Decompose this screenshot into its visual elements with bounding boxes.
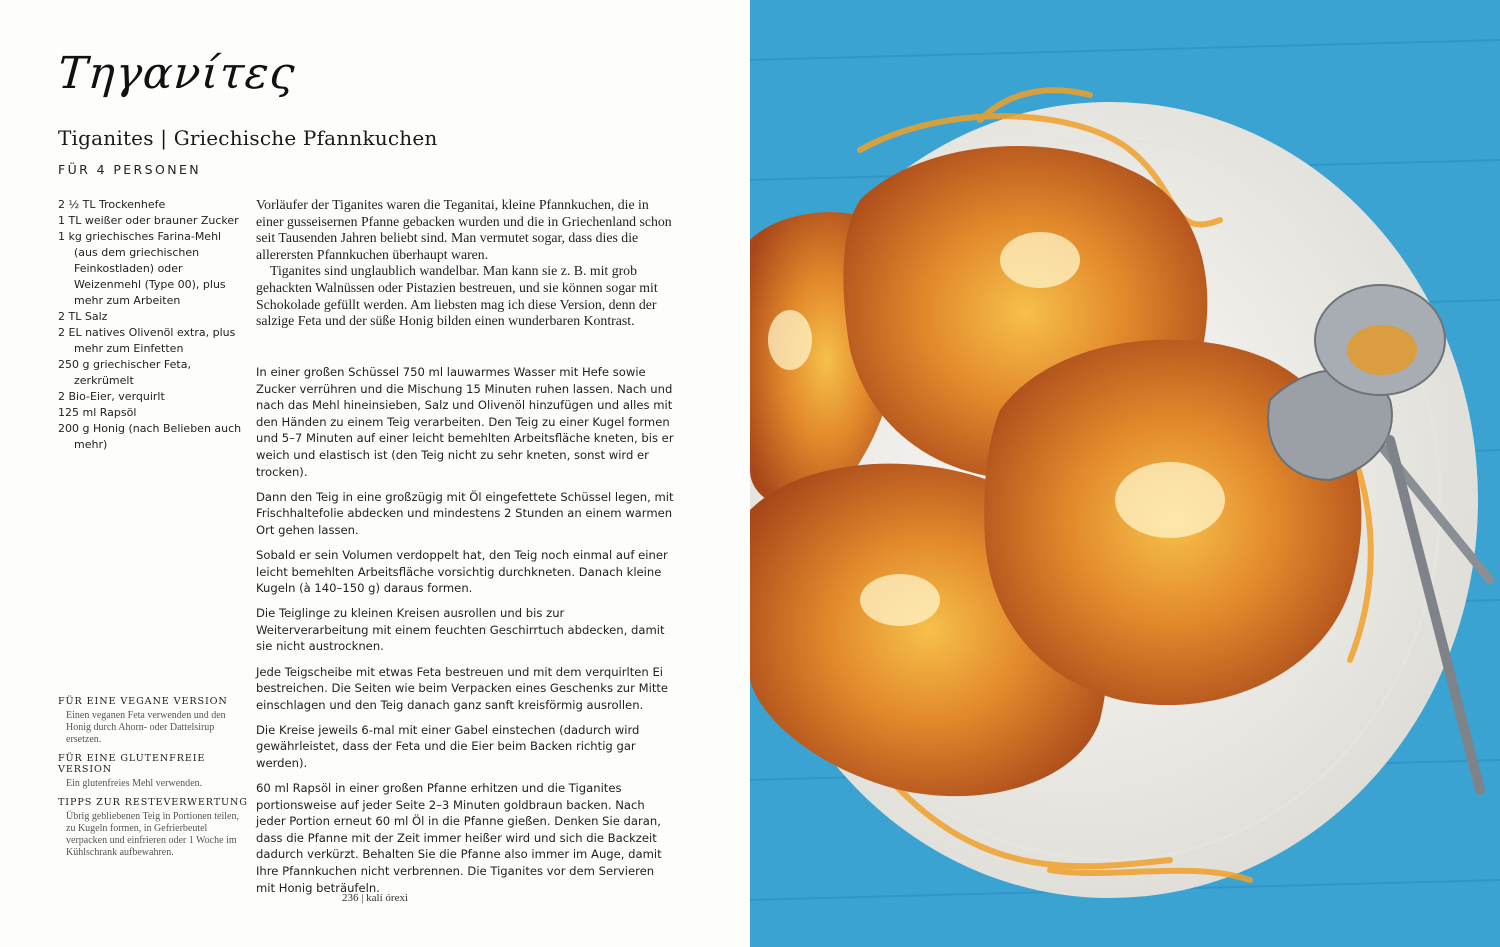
note-vegan bbox=[58, 696, 248, 746]
ingredient-item: 1 TL weißer oder brauner Zucker bbox=[58, 214, 239, 227]
method-step: Die Teiglinge zu kleinen Kreisen ausrollen und bis zur Weiterverarbeitung mit einem feuchten Geschirrtuch abdecken, damit sie nicht austrocknen. bbox=[256, 606, 665, 654]
note-title: TIPPS ZUR RESTEVERWERTUNG bbox=[58, 797, 248, 808]
ingredient-item: 2 Bio-Eier, verquirlt bbox=[58, 390, 165, 403]
recipe-subtitle: Tiganites | Griechische Pfannkuchen bbox=[58, 126, 438, 150]
note-leftovers bbox=[58, 797, 248, 859]
greek-title: Τηγανίτες bbox=[56, 48, 298, 99]
note-title: FÜR EINE GLUTENFREIE VERSION bbox=[58, 753, 206, 775]
food-photo bbox=[750, 0, 1500, 947]
note-title: FÜR EINE VEGANE VERSION bbox=[58, 696, 228, 707]
ingredient-item: 2 TL Salz bbox=[58, 310, 108, 323]
method-step: In einer großen Schüssel 750 ml lauwarmes Wasser mit Hefe sowie Zucker verrühren und die Mischung 15 Minuten ruhen lassen. Nach und nach das Mehl hineinsieben, Salz und Olivenöl hinzufügen und alles mit den Händen zu einem Teig verarbeiten. Den Teig zu einer Kugel formen und 5–7 Minuten auf einer leicht bemehlten Arbeitsfläche kneten, bis er weich und elastisch ist (den Teig nicht zu sehr kneten, sonst wird er trocken). bbox=[256, 365, 674, 479]
ingredient-item: 1 kg griechisches Farina-Mehl (aus dem griechischen Feinkostladen) oder Weizenmehl (Type 00), plus mehr zum Arbeiten bbox=[58, 230, 226, 307]
method-steps bbox=[256, 364, 676, 905]
servings-label: FÜR 4 PERSONEN bbox=[58, 162, 202, 177]
ingredient-item: 200 g Honig (nach Belieben auch mehr) bbox=[58, 422, 242, 451]
method-step: Jede Teigscheibe mit etwas Feta bestreuen und mit dem verquirlten Ei bestreichen. Die Seiten wie beim Verpacken eines Geschenks zur Mitte einschlagen und den Teig danach ganz sanft kreisförmig ausrollen. bbox=[256, 664, 669, 712]
ingredient-list bbox=[58, 197, 243, 453]
intro-text bbox=[256, 197, 676, 330]
intro-paragraph: Vorläufer der Tiganites waren die Teganitai, kleine Pfannkuchen, die in einer gusseisernen Pfanne gebacken wurden und die in Griechenland schon seit Tausenden Jahren beliebt sind. Man vermutet sogar, dass dies die allerersten Pfannkuchen überhaupt waren. bbox=[256, 197, 672, 262]
recipe-notes bbox=[58, 696, 248, 866]
pancakes-illustration bbox=[750, 0, 1500, 947]
note-text: Einen veganen Feta verwenden und den Honig durch Ahorn- oder Dattelsirup ersetzen. bbox=[66, 710, 226, 745]
note-text: Ein glutenfreies Mehl verwenden. bbox=[66, 778, 203, 789]
intro-paragraph: Tiganites sind unglaublich wandelbar. Man kann sie z. B. mit grob gehackten Walnüssen oder Pistazien bestreuen, und sie können sogar mit Schokolade gefüllt werden. Am liebsten mag ich diese Version, denn der salzige Feta und der süße Honig bilden einen wunderbaren Kontrast. bbox=[256, 263, 658, 329]
ingredient-item: 2 EL natives Olivenöl extra, plus mehr zum Einfetten bbox=[58, 326, 236, 355]
ingredient-item: 2 ½ TL Trockenhefe bbox=[58, 198, 166, 211]
page-footer: 236 | kalí órexi bbox=[341, 892, 409, 904]
note-gluten-free bbox=[58, 753, 248, 790]
ingredient-item: 125 ml Rapsöl bbox=[58, 406, 137, 419]
method-step: Sobald er sein Volumen verdoppelt hat, den Teig noch einmal auf einer leicht bemehlten Arbeitsfläche vorsichtig durchkneten. Danach kleine Kugeln (à 140–150 g) daraus formen. bbox=[256, 547, 668, 596]
ingredient-item: 250 g griechischer Feta, zerkrümelt bbox=[58, 358, 191, 387]
method-step: Dann den Teig in eine großzügig mit Öl eingefettete Schüssel legen, mit Frischhaltefolie abdecken und mindestens 2 Stunden an einem warmen Ort gehen lassen. bbox=[256, 489, 674, 537]
method-step: Die Kreise jeweils 6-mal mit einer Gabel einstechen (dadurch wird gewährleistet, dass der Feta und die Eier beim Backen richtig gar werden). bbox=[256, 722, 640, 770]
note-text: Übrig gebliebenen Teig in Portionen teilen, zu Kugeln formen, in Gefrierbeutel verpacken und einfrieren oder 1 Woche im Kühlschrank aufbewahren. bbox=[66, 811, 239, 858]
method-step: 60 ml Rapsöl in einer großen Pfanne erhitzen und die Tiganites portionsweise auf jeder Seite 2–3 Minuten goldbraun backen. Nach jeder Portion erneut 60 ml Öl in die Pfanne gießen. Denken Sie daran, dass die Pfanne mit der Zeit immer heißer wird und sich die Backzeit dadurch verkürzt. Behalten Sie die Pfanne also immer im Auge, damit Ihre Pfannkuchen nicht verbrennen. Die Tiganites vor dem Servieren mit Honig beträufeln. bbox=[256, 781, 662, 895]
